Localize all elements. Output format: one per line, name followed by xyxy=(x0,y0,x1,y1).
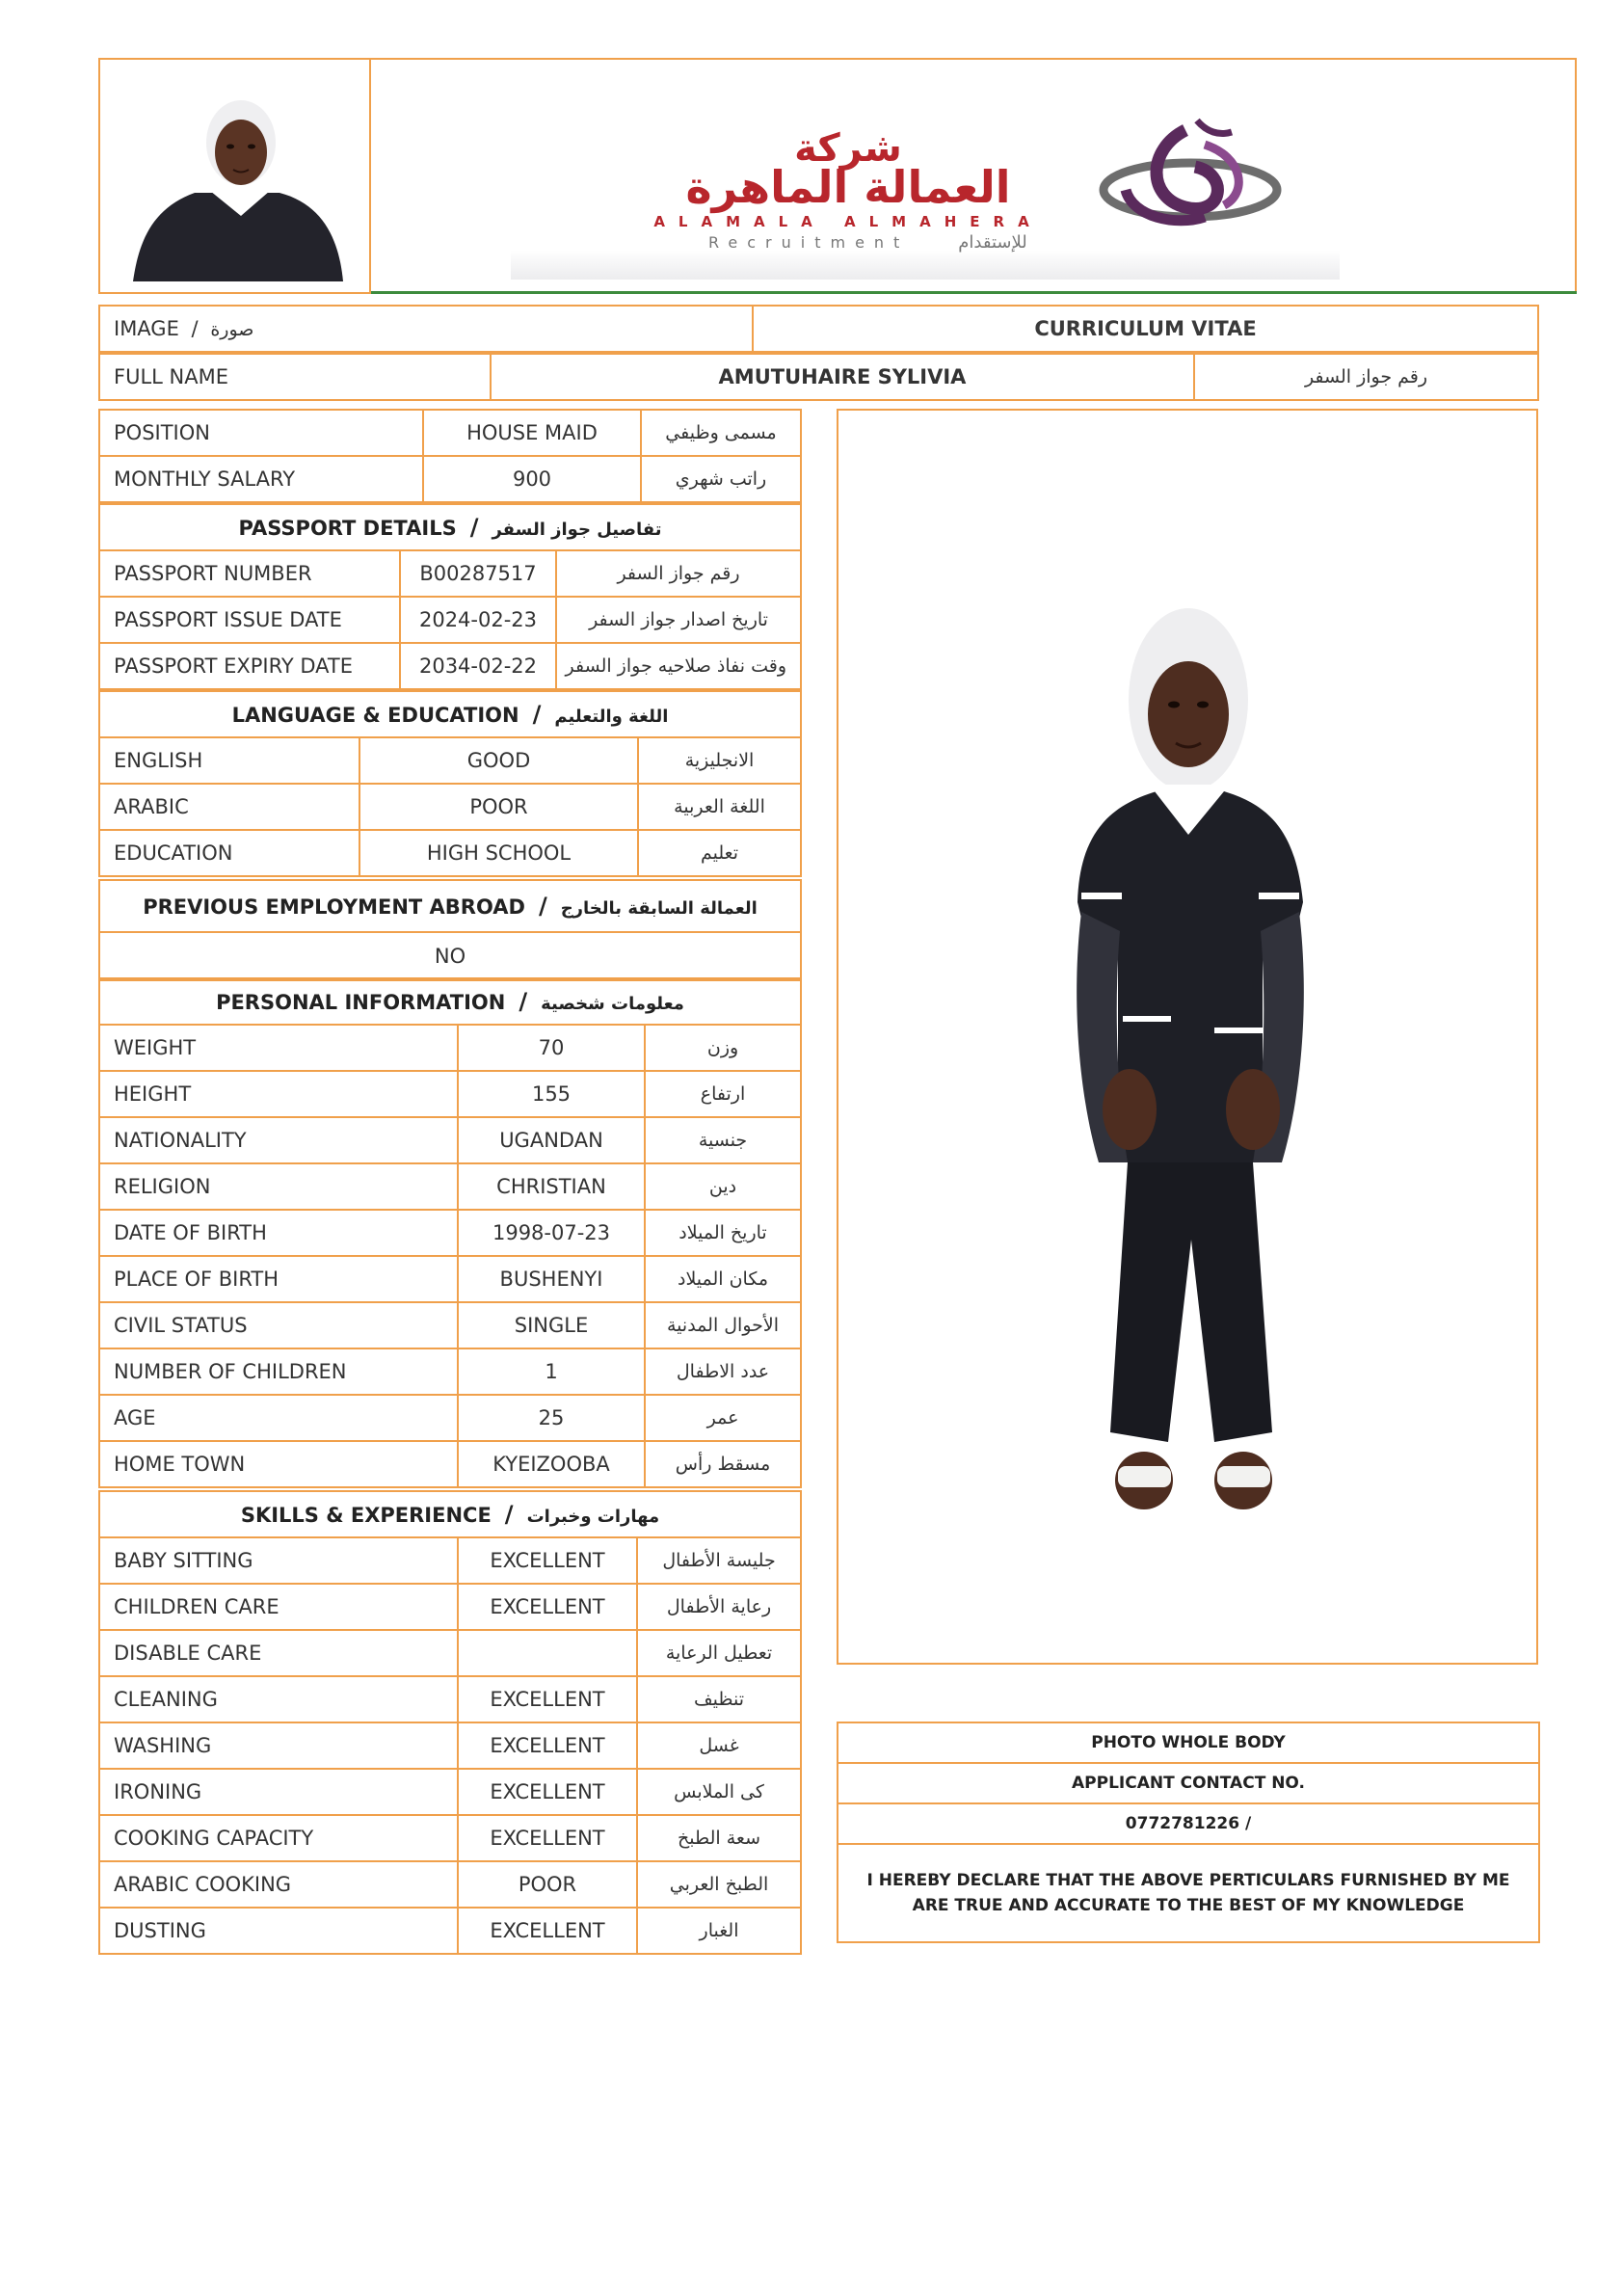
full-name-arabic: رقم جواز السفر xyxy=(1194,354,1538,400)
section-header xyxy=(99,691,801,737)
table-row xyxy=(99,643,801,689)
skill-label: WASHING xyxy=(99,1722,458,1769)
arabic-label: ARABIC xyxy=(99,784,359,830)
table-row xyxy=(838,1803,1539,1844)
arabic-value: POOR xyxy=(359,784,638,830)
table-row xyxy=(99,1348,801,1395)
nationality-ar: جنسية xyxy=(645,1117,801,1163)
skill-label: IRONING xyxy=(99,1769,458,1815)
table-row xyxy=(99,1395,801,1441)
full-name-value: AMUTUHAIRE SYLIVIA xyxy=(491,354,1194,400)
dob-label: DATE OF BIRTH xyxy=(99,1210,458,1256)
employment-value: NO xyxy=(99,932,801,980)
skill-value: EXCELLENT xyxy=(458,1584,637,1630)
weight-ar: وزن xyxy=(645,1025,801,1071)
company-logo xyxy=(511,82,1340,280)
language-table xyxy=(98,690,802,877)
age-value: 25 xyxy=(458,1395,645,1441)
skill-value: EXCELLENT xyxy=(458,1537,637,1584)
english-ar: الانجليزية xyxy=(638,737,801,784)
skills-title: SKILLS & EXPERIENCE xyxy=(240,1504,492,1527)
cv-title: CURRICULUM VITAE xyxy=(753,306,1538,352)
height-value: 155 xyxy=(458,1071,645,1117)
expiry-date-value: 2034-02-22 xyxy=(400,643,556,689)
contact-label: APPLICANT CONTACT NO. xyxy=(838,1763,1539,1803)
skills-title-ar: مهارات وخبرات xyxy=(526,1507,660,1527)
table-row xyxy=(99,784,801,830)
photo-label: PHOTO WHOLE BODY xyxy=(838,1722,1539,1763)
job-table xyxy=(98,409,802,503)
language-section-title: LANGUAGE & EDUCATION / اللغة والتعليم xyxy=(99,691,801,737)
children-ar: عدد الاطفال xyxy=(645,1348,801,1395)
contact-value: 0772781226 / xyxy=(838,1803,1539,1844)
name-table xyxy=(98,353,1539,401)
table-row xyxy=(99,597,801,643)
passport-number-ar: رقم جواز السفر xyxy=(556,550,801,597)
weight-value: 70 xyxy=(458,1025,645,1071)
table-row xyxy=(99,1117,801,1163)
skill-ar: رعاية الأطفال xyxy=(637,1584,801,1630)
header-green-line xyxy=(371,291,1577,294)
expiry-date-ar: وقت نفاذ صلاحيه جواز السفر xyxy=(556,643,801,689)
language-title: LANGUAGE & EDUCATION xyxy=(231,704,519,727)
full-body-photo-frame xyxy=(837,409,1538,1665)
table-row xyxy=(99,1025,801,1071)
skill-value: POOR xyxy=(458,1861,637,1908)
expiry-date-label: PASSPORT EXPIRY DATE xyxy=(99,643,400,689)
personal-table xyxy=(98,977,802,1488)
civil-status-label: CIVIL STATUS xyxy=(99,1302,458,1348)
skill-ar: تعطيل الرعاية xyxy=(637,1630,801,1676)
skills-section-title: SKILLS & EXPERIENCE / مهارات وخبرات xyxy=(99,1491,801,1537)
table-row xyxy=(838,1844,1539,1942)
position-value: HOUSE MAID xyxy=(423,410,641,456)
skill-label: CLEANING xyxy=(99,1676,458,1722)
table-row xyxy=(99,1769,801,1815)
religion-label: RELIGION xyxy=(99,1163,458,1210)
children-label: NUMBER OF CHILDREN xyxy=(99,1348,458,1395)
full-body-photo xyxy=(838,411,1536,1663)
name-row xyxy=(99,354,1538,400)
hometown-label: HOME TOWN xyxy=(99,1441,458,1487)
salary-ar: راتب شهري xyxy=(641,456,801,502)
nationality-label: NATIONALITY xyxy=(99,1117,458,1163)
age-ar: عمر xyxy=(645,1395,801,1441)
table-row xyxy=(99,1441,801,1487)
skill-label: COOKING CAPACITY xyxy=(99,1815,458,1861)
table-row xyxy=(99,1537,801,1584)
civil-status-ar: الأحوال المدنية xyxy=(645,1302,801,1348)
table-row xyxy=(99,1302,801,1348)
passport-number-value: B00287517 xyxy=(400,550,556,597)
position-ar: مسمى وظيفي xyxy=(641,410,801,456)
personal-title: PERSONAL INFORMATION xyxy=(216,991,506,1014)
pob-value: BUSHENYI xyxy=(458,1256,645,1302)
passport-photo xyxy=(125,96,357,281)
skill-label: DISABLE CARE xyxy=(99,1630,458,1676)
dob-value: 1998-07-23 xyxy=(458,1210,645,1256)
skill-value: EXCELLENT xyxy=(458,1676,637,1722)
skill-ar: الغبار xyxy=(637,1908,801,1954)
full-name-label: FULL NAME xyxy=(99,354,491,400)
issue-date-label: PASSPORT ISSUE DATE xyxy=(99,597,400,643)
company-logo-icon xyxy=(1104,120,1277,221)
skill-label: BABY SITTING xyxy=(99,1537,458,1584)
skill-value: EXCELLENT xyxy=(458,1815,637,1861)
position-label: POSITION xyxy=(99,410,423,456)
table-row xyxy=(99,1861,801,1908)
skill-ar: سعة الطبخ xyxy=(637,1815,801,1861)
contact-table xyxy=(837,1722,1540,1943)
hometown-value: KYEIZOOBA xyxy=(458,1441,645,1487)
language-title-ar: اللغة والتعليم xyxy=(554,707,669,727)
table-row xyxy=(99,456,801,502)
education-value: HIGH SCHOOL xyxy=(359,830,638,876)
declaration-text: I HEREBY DECLARE THAT THE ABOVE PERTICULARS FURNISHED BY ME ARE TRUE AND ACCURATE TO THE BEST OF MY KNOWLEDGE xyxy=(838,1844,1539,1942)
skill-value: EXCELLENT xyxy=(458,1722,637,1769)
title-row xyxy=(99,306,1538,352)
issue-date-value: 2024-02-23 xyxy=(400,597,556,643)
english-label: ENGLISH xyxy=(99,737,359,784)
religion-value: CHRISTIAN xyxy=(458,1163,645,1210)
personal-title-ar: معلومات شخصية xyxy=(541,994,684,1014)
table-row xyxy=(99,410,801,456)
title-table xyxy=(98,305,1539,353)
table-row xyxy=(99,1163,801,1210)
skill-ar: كى الملابس xyxy=(637,1769,801,1815)
skill-value: EXCELLENT xyxy=(458,1908,637,1954)
employment-section-title: PREVIOUS EMPLOYMENT ABROAD / العمالة السابقة بالخارج xyxy=(99,880,801,932)
employment-table xyxy=(98,879,802,981)
passport-section-title: PASSPORT DETAILS / تفاصيل جواز السفر xyxy=(99,504,801,550)
skill-label: ARABIC COOKING xyxy=(99,1861,458,1908)
dob-ar: تاريخ الميلاد xyxy=(645,1210,801,1256)
section-header xyxy=(99,1491,801,1537)
logo-arabic-top: شركة xyxy=(794,126,902,171)
pob-label: PLACE OF BIRTH xyxy=(99,1256,458,1302)
logo-latin: ALAMALA ALMAHERA xyxy=(653,213,1043,230)
education-label: EDUCATION xyxy=(99,830,359,876)
table-row xyxy=(99,737,801,784)
table-row xyxy=(99,1815,801,1861)
table-row xyxy=(99,1908,801,1954)
skill-value xyxy=(458,1630,637,1676)
section-header xyxy=(99,978,801,1025)
table-row xyxy=(99,1722,801,1769)
image-label-cell: IMAGE / صورة xyxy=(99,306,753,352)
skill-label: DUSTING xyxy=(99,1908,458,1954)
religion-ar: دين xyxy=(645,1163,801,1210)
height-label: HEIGHT xyxy=(99,1071,458,1117)
english-value: GOOD xyxy=(359,737,638,784)
skill-ar: تنظيف xyxy=(637,1676,801,1722)
height-ar: ارتفاع xyxy=(645,1071,801,1117)
table-row xyxy=(99,1676,801,1722)
civil-status-value: SINGLE xyxy=(458,1302,645,1348)
table-row xyxy=(99,1071,801,1117)
personal-section-title: PERSONAL INFORMATION / معلومات شخصية xyxy=(99,978,801,1025)
employment-title: PREVIOUS EMPLOYMENT ABROAD xyxy=(143,895,525,919)
passport-table xyxy=(98,503,802,690)
skill-label: CHILDREN CARE xyxy=(99,1584,458,1630)
skill-ar: الطبخ العربي xyxy=(637,1861,801,1908)
salary-label: MONTHLY SALARY xyxy=(99,456,423,502)
skills-table xyxy=(98,1490,802,1955)
table-row xyxy=(99,1630,801,1676)
children-value: 1 xyxy=(458,1348,645,1395)
image-label: IMAGE xyxy=(114,317,179,340)
table-row xyxy=(99,830,801,876)
logo-sub-latin: Recruitment xyxy=(708,233,910,252)
table-row xyxy=(99,1256,801,1302)
skill-ar: غسل xyxy=(637,1722,801,1769)
skill-value: EXCELLENT xyxy=(458,1769,637,1815)
table-row xyxy=(99,550,801,597)
hometown-ar: مسقط رأس xyxy=(645,1441,801,1487)
header-divider xyxy=(369,58,371,294)
logo-arabic-main: العمالة الماهرة xyxy=(685,161,1011,213)
salary-value: 900 xyxy=(423,456,641,502)
age-label: AGE xyxy=(99,1395,458,1441)
passport-title: PASSPORT DETAILS xyxy=(238,517,457,540)
employment-title-ar: العمالة السابقة بالخارج xyxy=(560,898,758,919)
table-row xyxy=(99,1584,801,1630)
logo-sub-arabic: للإستقدام xyxy=(958,232,1027,253)
table-row xyxy=(99,932,801,980)
education-ar: تعليم xyxy=(638,830,801,876)
table-row xyxy=(838,1722,1539,1763)
nationality-value: UGANDAN xyxy=(458,1117,645,1163)
skill-ar: جليسة الأطفال xyxy=(637,1537,801,1584)
table-row xyxy=(838,1763,1539,1803)
passport-number-label: PASSPORT NUMBER xyxy=(99,550,400,597)
image-label-ar: صورة xyxy=(210,319,254,340)
table-row xyxy=(99,1210,801,1256)
pob-ar: مكان الميلاد xyxy=(645,1256,801,1302)
passport-title-ar: تفاصيل جواز السفر xyxy=(492,520,662,540)
issue-date-ar: تاريخ اصدار جواز السفر xyxy=(556,597,801,643)
section-header xyxy=(99,504,801,550)
weight-label: WEIGHT xyxy=(99,1025,458,1071)
section-header xyxy=(99,880,801,932)
arabic-ar: اللغة العربية xyxy=(638,784,801,830)
